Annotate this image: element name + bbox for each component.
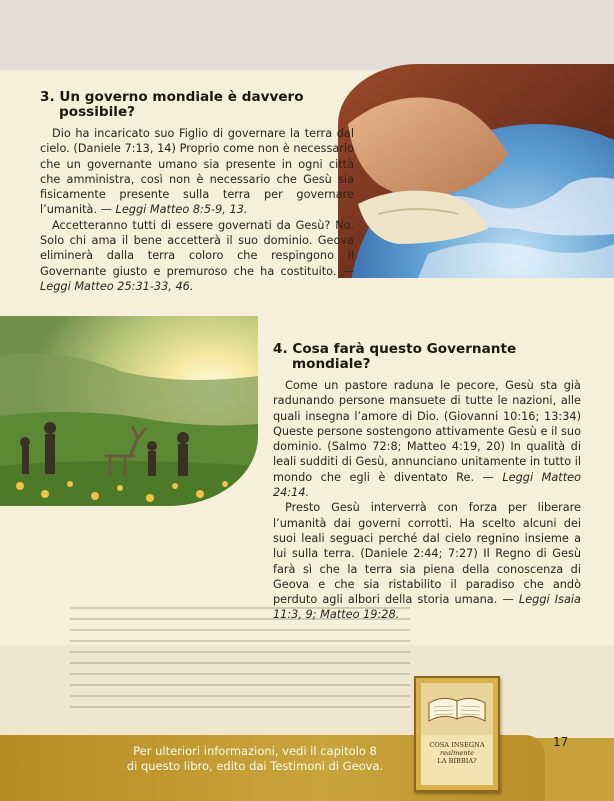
hand-on-globe-illustration — [338, 64, 614, 278]
book-title — [421, 741, 493, 765]
section-4-para1-text: Come un pastore raduna le pecore, Gesù sta già radunando persone mansuete di tutte le nazioni, alle quali insegna l’amore di Dio. (Giovanni 10:16; 13:34) Queste persone sostengono attivamente Gesù e il suo dominio. (Salmo 72:8; Matteo 4:19, 20) In qualità di leali sudditi di Gesù, annunciano unitamente in tutto il mondo che egli è diventato Re. — — [273, 379, 581, 484]
section-3-paragraph-1 — [40, 126, 354, 218]
section-3-paragraph-2 — [40, 218, 354, 294]
section-4-para2-reference: Leggi Isaia 11:3, 9; Matteo 19:28. — [273, 593, 581, 622]
section-4-para2-text: Presto Gesù interverrà con forza per liberare l’umanità dai governi corrotti. Ha scelto alcuni dei suoi leali seguaci perché dal cielo regnino insieme a lui sulla terra. (Daniele 2:44; 7:27) Il Regno di Gesù farà sì che la terra sia piena della conoscenza di Geova e che sia ristabilito il paradiso che andò perduto agli albori della storia umana. — — [273, 501, 581, 607]
section-4-heading-line1: 4. Cosa farà questo Governante — [273, 341, 517, 357]
section-3-heading — [40, 90, 354, 120]
footer-note-line2: di questo libro, edito dai Testimoni di Geova. — [126, 759, 384, 773]
book-title-line1: COSA INSEGNA — [429, 741, 485, 749]
section-4-heading — [273, 342, 581, 372]
section-4-para1-reference: Leggi Matteo 24:14. — [273, 470, 581, 500]
section-3-para2-text: Accetteranno tutti di essere governati da Gesù? No. Solo chi ama il bene accetterà il suo dominio. Geova eliminerà dalla terra coloro che respingono il Governante giusto e premuroso che ha costituito. — — [40, 218, 354, 278]
top-strip — [0, 0, 614, 70]
section-3 — [40, 90, 354, 294]
footer-note — [100, 744, 410, 774]
book-title-line3: LA BIBBIA? — [437, 757, 477, 765]
book-cover-inner — [421, 683, 493, 785]
section-3-heading-line2: possibile? — [59, 104, 136, 120]
section-4-heading-line2: mondiale? — [292, 356, 371, 372]
section-4 — [273, 342, 581, 623]
footer-note-line1: Per ulteriori informazioni, vedi il capitolo 8 — [133, 744, 377, 758]
section-4-paragraph-2 — [273, 500, 581, 622]
section-3-para1-text: Dio ha incaricato suo Figlio di governare la terra dal cielo. (Daniele 7:13, 14) Proprio come non è necessario che un governante umano sia presente in ogni città che amministra, così non è necessario che Gesù sia fisicamente presente sulla terra per governare l’umanità. — — [40, 127, 354, 217]
paradise-field-illustration — [0, 316, 258, 506]
section-3-heading-line1: 3. Un governo mondiale è davvero — [40, 89, 304, 105]
section-3-para1-reference: Leggi Matteo 8:5-9, 13. — [115, 203, 248, 217]
section-4-paragraph-1 — [273, 378, 581, 500]
section-3-para2-reference: Leggi Matteo 25:31-33, 46. — [40, 279, 194, 293]
book-cover — [414, 676, 500, 792]
book-title-line2: realmente — [439, 749, 475, 757]
open-bible-icon — [421, 683, 493, 735]
page-number: 17 — [553, 735, 569, 749]
